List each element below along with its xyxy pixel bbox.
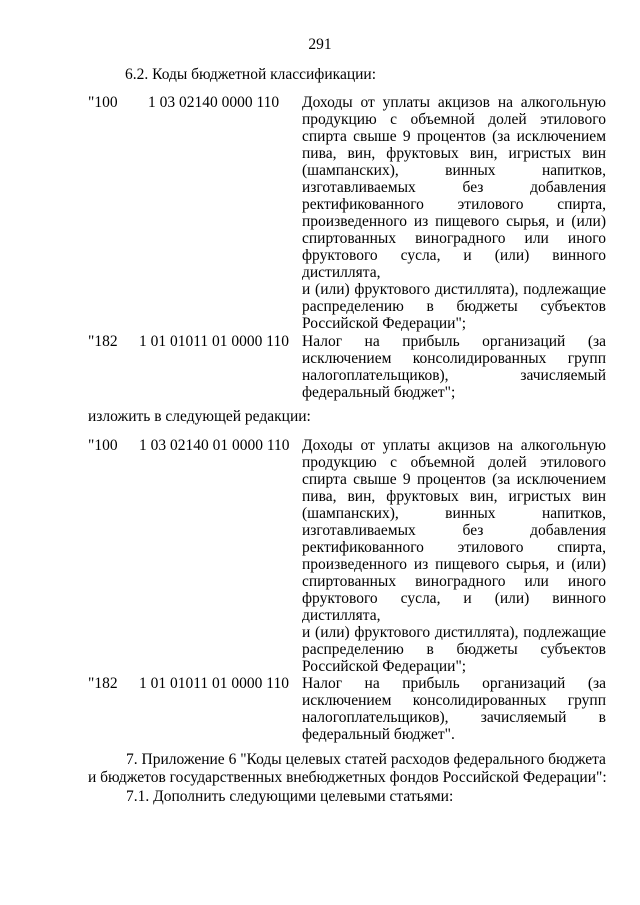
section-title: 6.2. Коды бюджетной классификации: bbox=[125, 66, 377, 83]
description-line: Российской Федерации"; bbox=[302, 315, 467, 332]
description-line: фруктового сусла, и (или) винного дистиллята, bbox=[302, 247, 606, 281]
admin-code: "100 bbox=[88, 437, 118, 454]
description-line: налогоплательщиков), зачисляемый bbox=[302, 367, 606, 384]
description-line: спиртованных виноградного или иного bbox=[302, 230, 606, 247]
description-line: Российской Федерации"; bbox=[302, 658, 467, 675]
description-line: Налог на прибыль организаций (за bbox=[302, 675, 606, 692]
description-line: налогоплательщиков), зачисляемый в bbox=[302, 709, 606, 726]
replace-instruction: изложить в следующей редакции: bbox=[88, 408, 311, 425]
item-7-line-1: 7. Приложение 6 "Коды целевых статей расходов федерального бюджета bbox=[126, 751, 606, 768]
admin-code: "100 bbox=[88, 94, 118, 111]
description-line: Доходы от уплаты акцизов на алкогольную bbox=[302, 94, 606, 111]
description-line: произведенного из пищевого сырья, и (или) bbox=[302, 213, 606, 230]
classification-code: 1 03 02140 0000 110 bbox=[148, 94, 280, 111]
description-line: (шампанских), винных напитков, bbox=[302, 505, 606, 522]
description-line: продукцию с объемной долей этилового bbox=[302, 454, 606, 471]
description-line: ректификованного этилового спирта, bbox=[302, 196, 606, 213]
code-description bbox=[302, 333, 606, 401]
description-line: изготавливаемых без добавления bbox=[302, 179, 606, 196]
description-line: ректификованного этилового спирта, bbox=[302, 539, 606, 556]
description-line: пива, вин, фруктовых вин, игристых вин bbox=[302, 145, 606, 162]
description-line: распределению в бюджеты субъектов bbox=[302, 641, 606, 658]
code-description bbox=[302, 675, 606, 743]
page-number: 291 bbox=[308, 36, 332, 53]
description-line: фруктового сусла, и (или) винного дистиллята, bbox=[302, 590, 606, 624]
description-line: и (или) фруктового дистиллята), подлежащие bbox=[302, 624, 606, 641]
admin-code: "182 bbox=[88, 333, 118, 350]
description-line: спиртованных виноградного или иного bbox=[302, 573, 606, 590]
classification-code: 1 01 01011 01 0000 110 bbox=[139, 675, 289, 692]
description-line: пива, вин, фруктовых вин, игристых вин bbox=[302, 488, 606, 505]
classification-code: 1 03 02140 01 0000 110 bbox=[139, 437, 290, 454]
description-line: (шампанских), винных напитков, bbox=[302, 162, 606, 179]
item-7-line-2: и бюджетов государственных внебюджетных фондов Российской Федерации": bbox=[88, 769, 607, 786]
description-line: спирта свыше 9 процентов (за исключением bbox=[302, 471, 606, 488]
description-line: федеральный бюджет"; bbox=[302, 384, 456, 401]
description-line: и (или) фруктового дистиллята), подлежащие bbox=[302, 281, 606, 298]
code-description bbox=[302, 94, 606, 332]
description-line: произведенного из пищевого сырья, и (или) bbox=[302, 556, 606, 573]
description-line: продукцию с объемной долей этилового bbox=[302, 111, 606, 128]
description-line: Доходы от уплаты акцизов на алкогольную bbox=[302, 437, 606, 454]
description-line: спирта свыше 9 процентов (за исключением bbox=[302, 128, 606, 145]
description-line: Налог на прибыль организаций (за bbox=[302, 333, 606, 350]
code-description bbox=[302, 437, 606, 675]
description-line: распределению в бюджеты субъектов bbox=[302, 298, 606, 315]
description-line: федеральный бюджет". bbox=[302, 726, 455, 743]
description-line: исключением консолидированных групп bbox=[302, 692, 606, 709]
description-line: исключением консолидированных групп bbox=[302, 350, 606, 367]
admin-code: "182 bbox=[88, 675, 118, 692]
description-line: изготавливаемых без добавления bbox=[302, 522, 606, 539]
classification-code: 1 01 01011 01 0000 110 bbox=[139, 333, 289, 350]
item-7-1: 7.1. Дополнить следующими целевыми статьями: bbox=[126, 788, 454, 805]
